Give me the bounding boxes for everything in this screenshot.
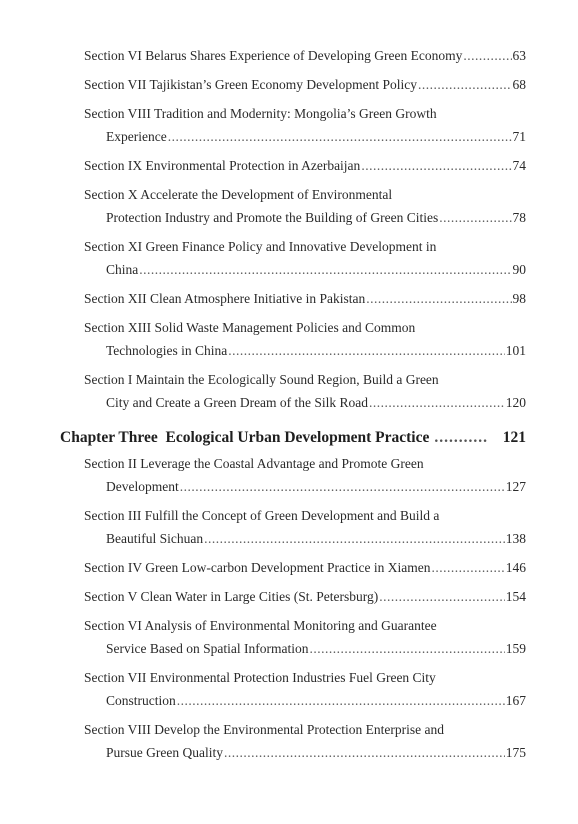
toc-page-number: 98 bbox=[512, 291, 526, 306]
dot-leader bbox=[139, 258, 511, 281]
toc-page-number: 68 bbox=[512, 77, 526, 92]
dot-leader bbox=[369, 391, 505, 414]
toc-entry-title: Section III Fulfill the Concept of Green Development and Build a bbox=[84, 508, 440, 523]
toc-entry-section-iv-xiamen[interactable] bbox=[84, 556, 526, 579]
dot-leader bbox=[432, 556, 505, 579]
toc-entry-section-v-st-petersburg[interactable] bbox=[84, 585, 526, 608]
chapter-title: Chapter Three Ecological Urban Development Practice bbox=[60, 429, 430, 446]
toc-page-number: 78 bbox=[512, 210, 526, 225]
toc-entry-title: Section VII Tajikistan’s Green Economy Development Policy bbox=[84, 77, 417, 92]
dot-leader bbox=[228, 339, 504, 362]
toc-entry-section-xi-green-finance[interactable] bbox=[84, 235, 526, 281]
toc-entry-title: Section IV Green Low-carbon Development Practice in Xiamen bbox=[84, 560, 431, 575]
toc-entry-title: Section X Accelerate the Development of Environmental bbox=[84, 187, 393, 202]
toc-entry-title-continued: Service Based on Spatial Information bbox=[106, 641, 309, 656]
dot-leader bbox=[168, 125, 512, 148]
dot-leader bbox=[463, 44, 511, 67]
toc-page-number: 167 bbox=[505, 693, 526, 708]
toc-entry-title-continued: China bbox=[106, 262, 139, 277]
toc-entry-title: Section VIII Tradition and Modernity: Mongolia’s Green Growth bbox=[84, 106, 437, 121]
dot-leader bbox=[439, 206, 511, 229]
toc-entry-title-continued: Pursue Green Quality bbox=[106, 745, 223, 760]
toc-entry-title: Section I Maintain the Ecologically Sound Region, Build a Green bbox=[84, 372, 439, 387]
toc-entry-title-continued: Experience bbox=[106, 129, 167, 144]
toc-entry-section-x-environmental-protection[interactable] bbox=[84, 183, 526, 229]
dot-leader bbox=[180, 475, 505, 498]
toc-entry-section-vii-tajikistan[interactable] bbox=[84, 73, 526, 96]
toc-page-number: 146 bbox=[505, 560, 526, 575]
toc-entry-title: Section VIII Develop the Environmental Protection Enterprise and bbox=[84, 722, 445, 737]
toc-entry-title: Section VI Analysis of Environmental Monitoring and Guarantee bbox=[84, 618, 437, 633]
toc-page-number: 63 bbox=[512, 48, 526, 63]
toc-entry-title-continued: Beautiful Sichuan bbox=[106, 531, 204, 546]
toc-entry-section-vii-industries[interactable] bbox=[84, 666, 526, 712]
toc-entry-section-iii-sichuan[interactable] bbox=[84, 504, 526, 550]
dot-leader bbox=[309, 637, 504, 660]
dot-leader bbox=[379, 585, 505, 608]
toc-entry-section-i-silk-road[interactable] bbox=[84, 368, 526, 414]
dot-leader bbox=[204, 527, 505, 550]
toc-entry-section-viii-enterprise[interactable] bbox=[84, 718, 526, 764]
toc-entry-title-continued: Technologies in China bbox=[106, 343, 228, 358]
toc-page-number: 138 bbox=[505, 531, 526, 546]
dot-leader bbox=[361, 154, 511, 177]
toc-entry-title-continued: Development bbox=[106, 479, 179, 494]
toc-entry-title: Section VI Belarus Shares Experience of Developing Green Economy bbox=[84, 48, 463, 63]
toc-page-number: 101 bbox=[505, 343, 526, 358]
toc-entry-title: Section VII Environmental Protection Industries Fuel Green City bbox=[84, 670, 436, 685]
toc-page-number: 159 bbox=[505, 641, 526, 656]
toc-entry-title-continued: Construction bbox=[106, 693, 176, 708]
toc-entry-section-ii-coastal[interactable] bbox=[84, 452, 526, 498]
toc-entry-section-xiii-solid-waste[interactable] bbox=[84, 316, 526, 362]
toc-entry-title-continued: Protection Industry and Promote the Building of Green Cities bbox=[106, 210, 439, 225]
toc-entry-section-vi-belarus[interactable] bbox=[84, 44, 526, 67]
toc-entry-title: Section II Leverage the Coastal Advantage and Promote Green bbox=[84, 456, 424, 471]
table-of-contents bbox=[60, 44, 526, 770]
toc-page-number: 127 bbox=[505, 479, 526, 494]
toc-entry-section-viii-mongolia[interactable] bbox=[84, 102, 526, 148]
toc-page-number: 90 bbox=[512, 262, 526, 277]
dot-leader bbox=[177, 689, 505, 712]
toc-entry-title: Section IX Environmental Protection in Azerbaijan bbox=[84, 158, 361, 173]
toc-page-number: 120 bbox=[505, 395, 526, 410]
toc-entry-title: Section XIII Solid Waste Management Policies and Common bbox=[84, 320, 416, 335]
toc-page-number: 74 bbox=[512, 158, 526, 173]
toc-chapter-three[interactable] bbox=[60, 426, 526, 450]
toc-page-number: 175 bbox=[505, 745, 526, 760]
toc-entry-title: Section V Clean Water in Large Cities (St. Petersburg) bbox=[84, 589, 379, 604]
toc-entry-section-vi-monitoring[interactable] bbox=[84, 614, 526, 660]
dot-leader bbox=[366, 287, 511, 310]
dot-leader bbox=[434, 426, 497, 450]
toc-entry-title: Section XII Clean Atmosphere Initiative in Pakistan bbox=[84, 291, 366, 306]
dot-leader bbox=[224, 741, 505, 764]
toc-entry-section-xii-pakistan[interactable] bbox=[84, 287, 526, 310]
toc-entry-title-continued: City and Create a Green Dream of the Silk Road bbox=[106, 395, 369, 410]
toc-page-number: 71 bbox=[512, 129, 526, 144]
chapter-page-number: 121 bbox=[502, 429, 526, 446]
dot-leader bbox=[418, 73, 512, 96]
toc-entry-section-ix-azerbaijan[interactable] bbox=[84, 154, 526, 177]
toc-page-number: 154 bbox=[505, 589, 526, 604]
toc-entry-title: Section XI Green Finance Policy and Innovative Development in bbox=[84, 239, 437, 254]
